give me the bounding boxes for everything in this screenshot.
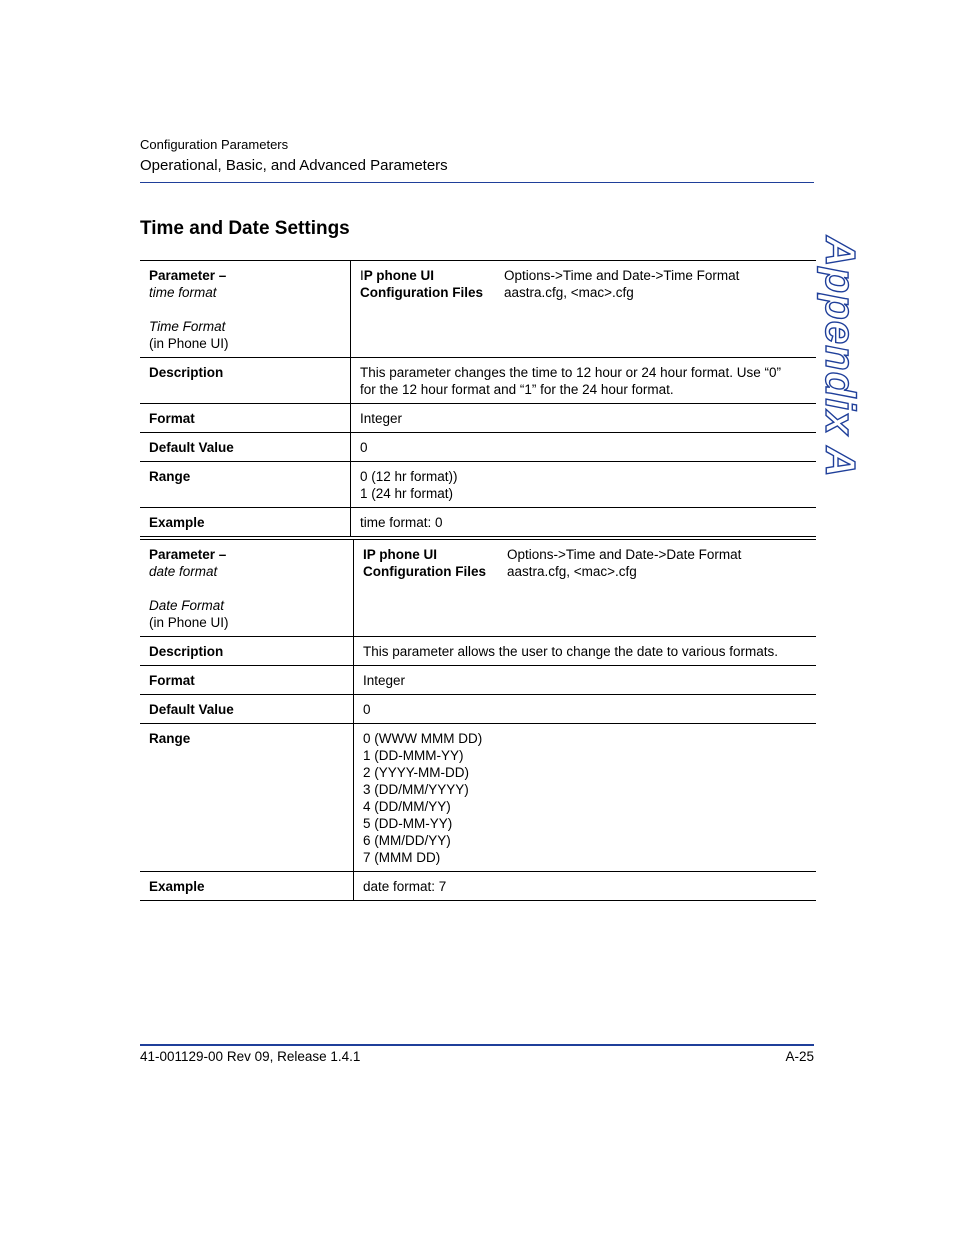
row-label: Description <box>140 637 354 666</box>
value-line: 1 (DD-MMM-YY) <box>363 748 464 763</box>
ui-note: (in Phone UI) <box>149 336 229 351</box>
ui-name: Date Format <box>149 598 225 613</box>
appendix-side-tab-label: Appendix A <box>817 236 864 478</box>
value-line: 6 (MM/DD/YY) <box>363 833 451 848</box>
ip-phone-ui-label: IP phone UI <box>363 547 438 562</box>
value-line: 3 (DD/MM/YYYY) <box>363 782 469 797</box>
section-title: Time and Date Settings <box>140 218 350 239</box>
row-label: Default Value <box>140 433 351 462</box>
config-files-label: Configuration Files <box>360 285 483 300</box>
parameter-label: Parameter – <box>149 268 227 283</box>
row-value <box>351 462 817 508</box>
value-line: 7 (MMM DD) <box>363 850 441 865</box>
row-value <box>354 724 817 872</box>
value-line: 2 (YYYY-MM-DD) <box>363 765 470 780</box>
row-label: Format <box>140 404 351 433</box>
table-row <box>140 666 816 695</box>
row-value <box>351 358 817 404</box>
table-row <box>140 261 816 358</box>
value-line: 5 (DD-MM-YY) <box>363 816 453 831</box>
table-row <box>140 358 816 404</box>
parameter-name: time format <box>149 285 217 300</box>
parameter-cell <box>140 540 354 637</box>
footer-rule <box>140 1044 814 1046</box>
table-row <box>140 695 816 724</box>
row-label: Example <box>140 872 354 901</box>
row-value: Integer <box>354 666 817 695</box>
config-files-label: Configuration Files <box>363 564 486 579</box>
row-label: Format <box>140 666 354 695</box>
value-line: 1 (24 hr format) <box>360 486 454 501</box>
row-value: Integer <box>351 404 817 433</box>
table-row <box>140 462 816 508</box>
location-cell <box>354 540 817 637</box>
ui-name: Time Format <box>149 319 226 334</box>
row-label: Range <box>140 724 354 872</box>
table-row <box>140 540 816 637</box>
value-line: This parameter changes the time to 12 hour or 24 hour format. Use “0” <box>360 365 781 380</box>
parameter-label: Parameter – <box>149 547 227 562</box>
parameter-name: date format <box>149 564 218 579</box>
ip-phone-ui-label: IP phone UI <box>360 268 435 283</box>
value-line: 0 (WWW MMM DD) <box>363 731 483 746</box>
value-line: 4 (DD/MM/YY) <box>363 799 451 814</box>
appendix-side-tab <box>810 236 870 478</box>
ui-note: (in Phone UI) <box>149 615 229 630</box>
table-row <box>140 404 816 433</box>
running-header-section: Operational, Basic, and Advanced Parameters <box>140 157 448 174</box>
ip-phone-ui-path: Options->Time and Date->Time Format <box>504 268 740 283</box>
row-value: time format: 0 <box>351 508 817 537</box>
row-value: This parameter allows the user to change the date to various formats. <box>354 637 817 666</box>
footer-page-number: A-25 <box>785 1049 814 1064</box>
row-value: 0 <box>351 433 817 462</box>
row-value: date format: 7 <box>354 872 817 901</box>
row-label: Example <box>140 508 351 537</box>
header-rule <box>140 182 814 183</box>
time-format-table <box>140 260 816 537</box>
footer-doc-id: 41-001129-00 Rev 09, Release 1.4.1 <box>140 1049 361 1064</box>
value-line: 0 (12 hr format)) <box>360 469 458 484</box>
location-cell <box>351 261 817 358</box>
ip-phone-ui-path: Options->Time and Date->Date Format <box>507 547 742 562</box>
table-row <box>140 724 816 872</box>
row-value: 0 <box>354 695 817 724</box>
value-line: for the 12 hour format and “1” for the 24 hour format. <box>360 382 674 397</box>
row-label: Default Value <box>140 695 354 724</box>
parameter-cell <box>140 261 351 358</box>
table-row <box>140 433 816 462</box>
table-row <box>140 637 816 666</box>
table-row <box>140 872 816 901</box>
row-label: Range <box>140 462 351 508</box>
running-header-chapter: Configuration Parameters <box>140 137 289 152</box>
config-files-value: aastra.cfg, <mac>.cfg <box>507 564 637 579</box>
table-row <box>140 508 816 537</box>
row-label: Description <box>140 358 351 404</box>
config-files-value: aastra.cfg, <mac>.cfg <box>504 285 634 300</box>
date-format-table <box>140 539 816 901</box>
